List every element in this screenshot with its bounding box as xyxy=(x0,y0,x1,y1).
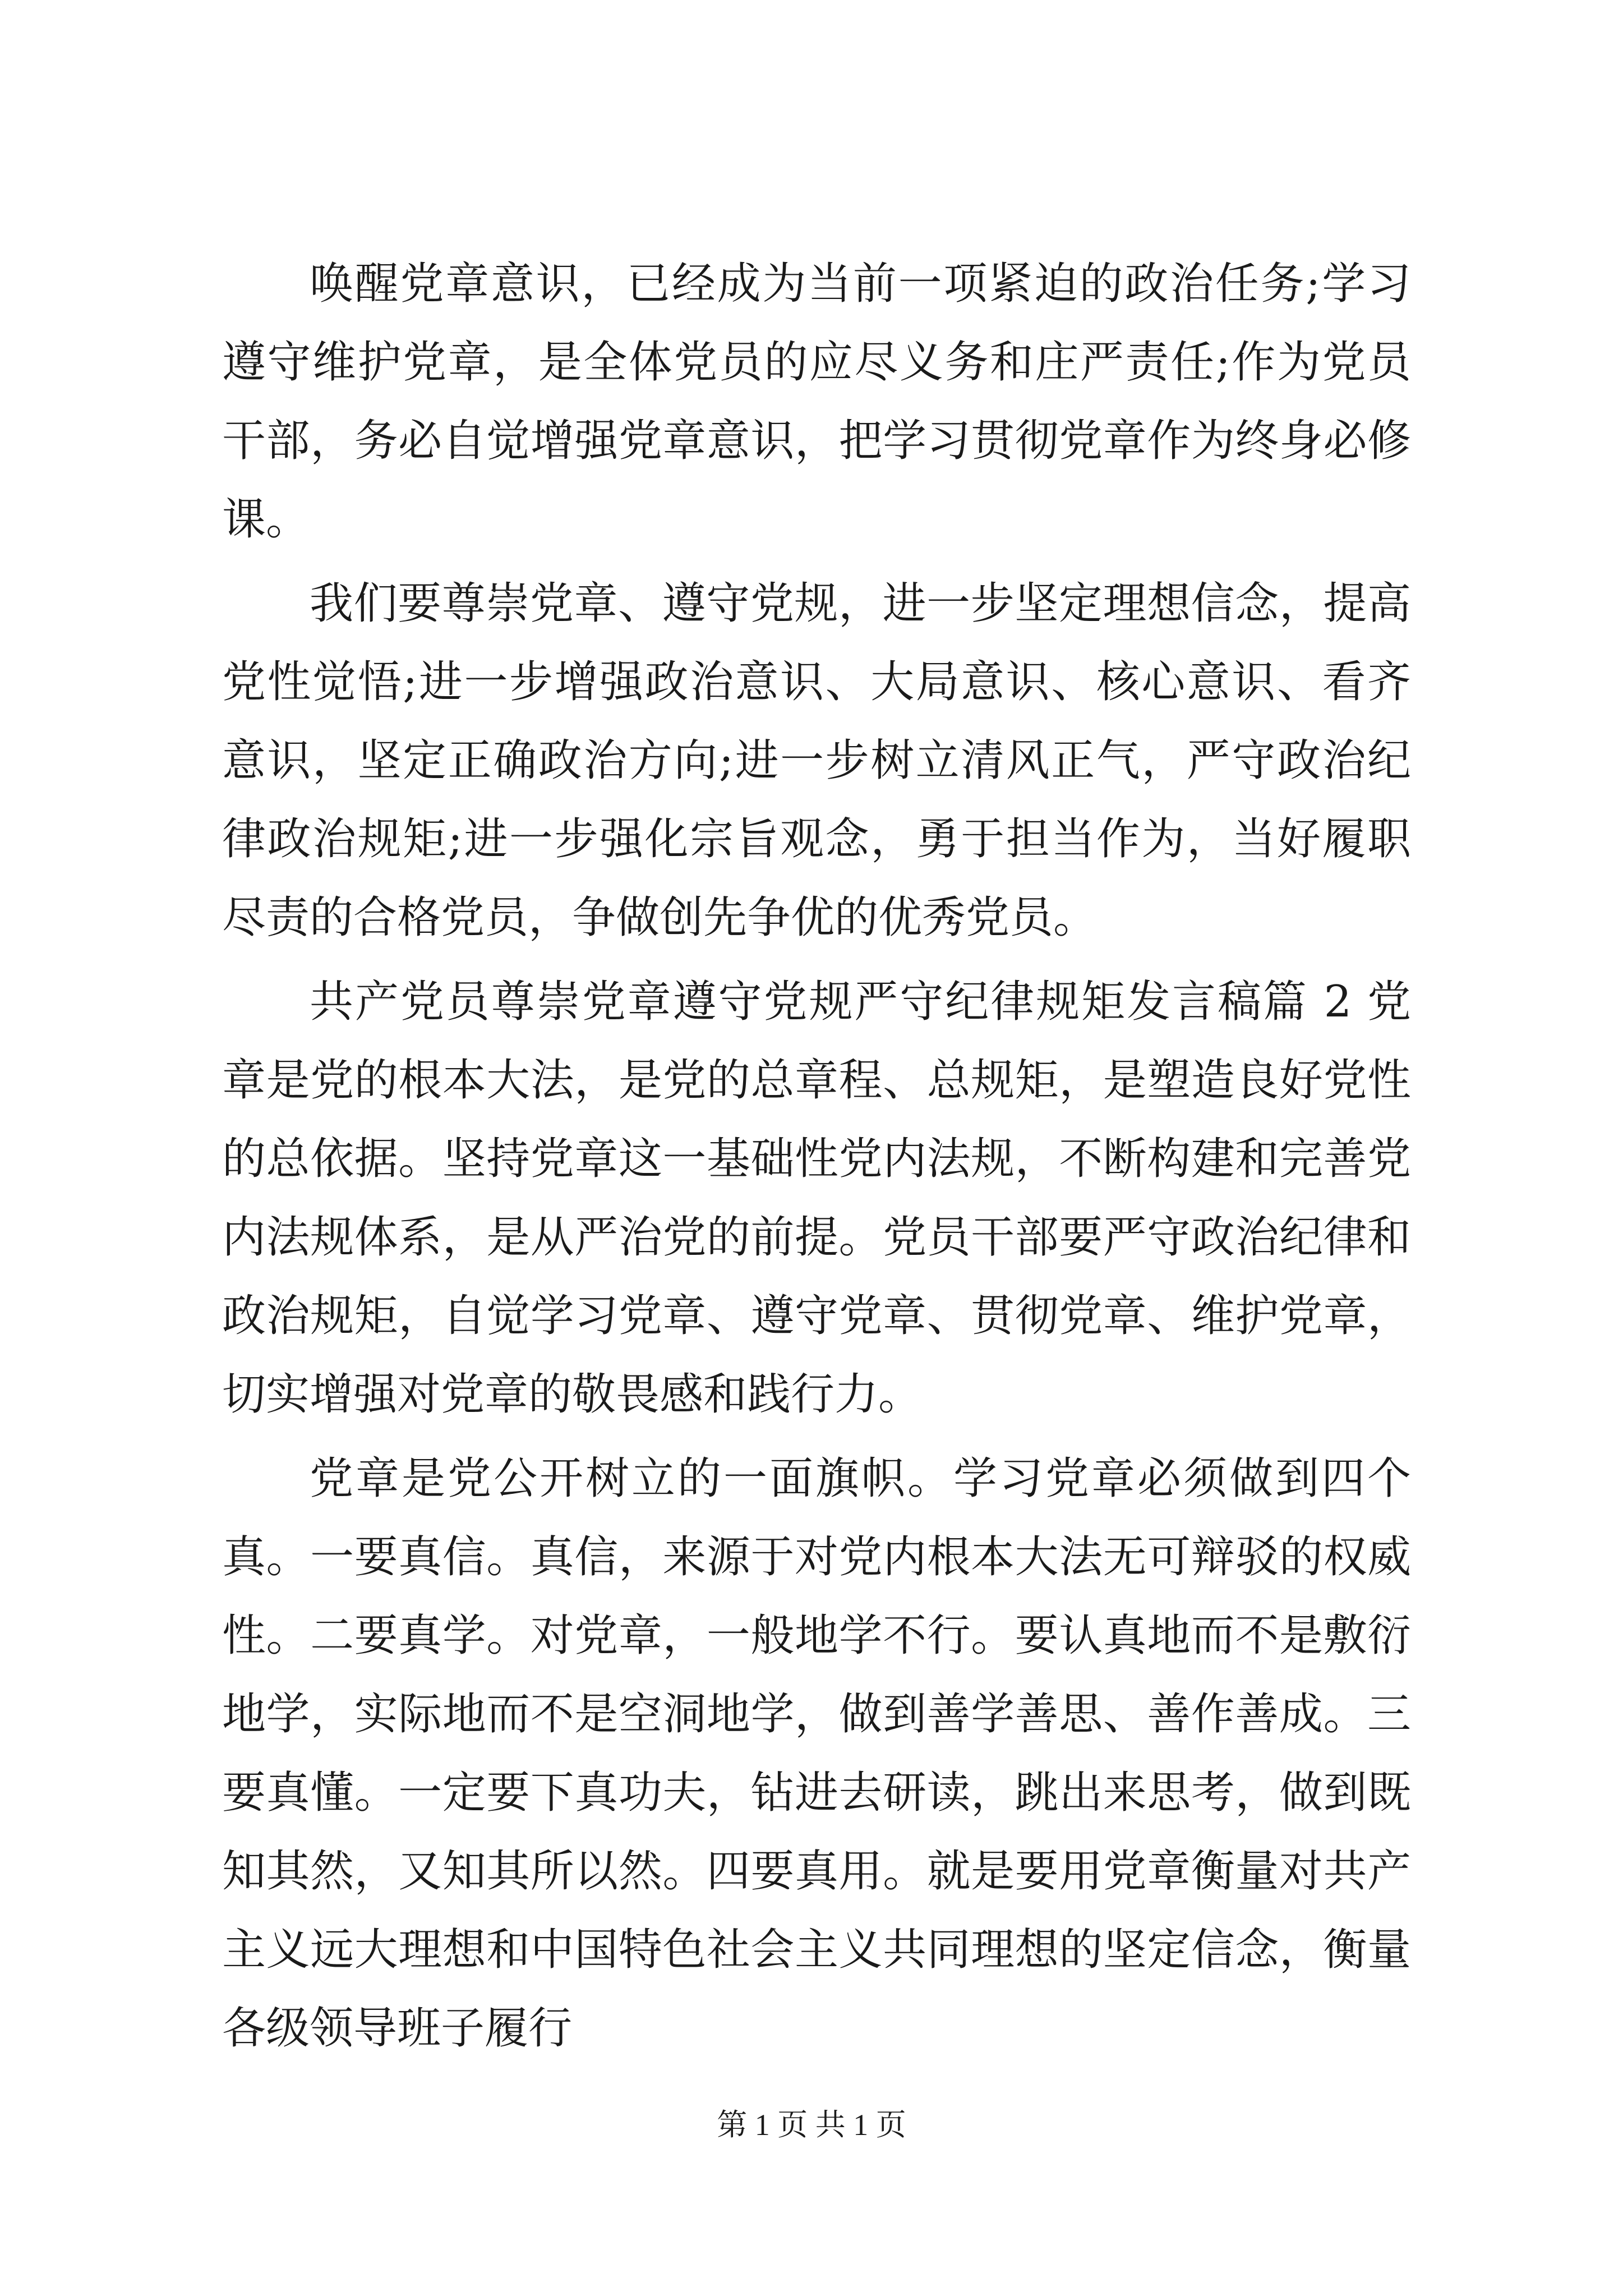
paragraph-1: 唤醒党章意识，已经成为当前一项紧迫的政治任务;学习遵守维护党章，是全体党员的应尽义务和庄严责任;作为党员干部，务必自觉增强党章意识，把学习贯彻党章作为终身必修课。 xyxy=(222,259,1411,545)
paragraph-4: 党章是党公开树立的一面旗帜。学习党章必须做到四个真。一要真信。真信，来源于对党内根本大法无可辩驳的权威性。二要真学。对党章，一般地学不行。要认真地而不是敷衍地学，实际地而不是空洞地学，做到善学善思、善作善成。三要真懂。一定要下真功夫，钻进去研读，跳出来思考，做到既知其然，又知其所以然。四要真用。就是要用党章衡量对共产主义远大理想和中国特色社会主义共同理想的坚定信念，衡量各级领导班子履行 xyxy=(222,1453,1411,2054)
page-number-label: 第 1 页 共 1 页 xyxy=(717,2108,906,2142)
paragraph-3: 共产党员尊崇党章遵守党规严守纪律规矩发言稿篇 2 党章是党的根本大法，是党的总章程、总规矩，是塑造良好党性的总依据。坚持党章这一基础性党内法规，不断构建和完善党内法规体系，是从严治党的前提。党员干部要严守政治纪律和政治规矩，自觉学习党章、遵守党章、贯彻党章、维护党章，切实增强对党章的敬畏感和践行力。 xyxy=(222,977,1411,1420)
page-footer xyxy=(0,2101,1623,2144)
paragraph-2: 我们要尊崇党章、遵守党规，进一步坚定理想信念，提高党性觉悟;进一步增强政治意识、大局意识、核心意识、看齐意识，坚定正确政治方向;进一步树立清风正气，严守政治纪律政治规矩;进一步强化宗旨观念，勇于担当作为，当好履职尽责的合格党员，争做创先争优的优秀党员。 xyxy=(222,578,1411,943)
document-body xyxy=(222,245,1411,2073)
